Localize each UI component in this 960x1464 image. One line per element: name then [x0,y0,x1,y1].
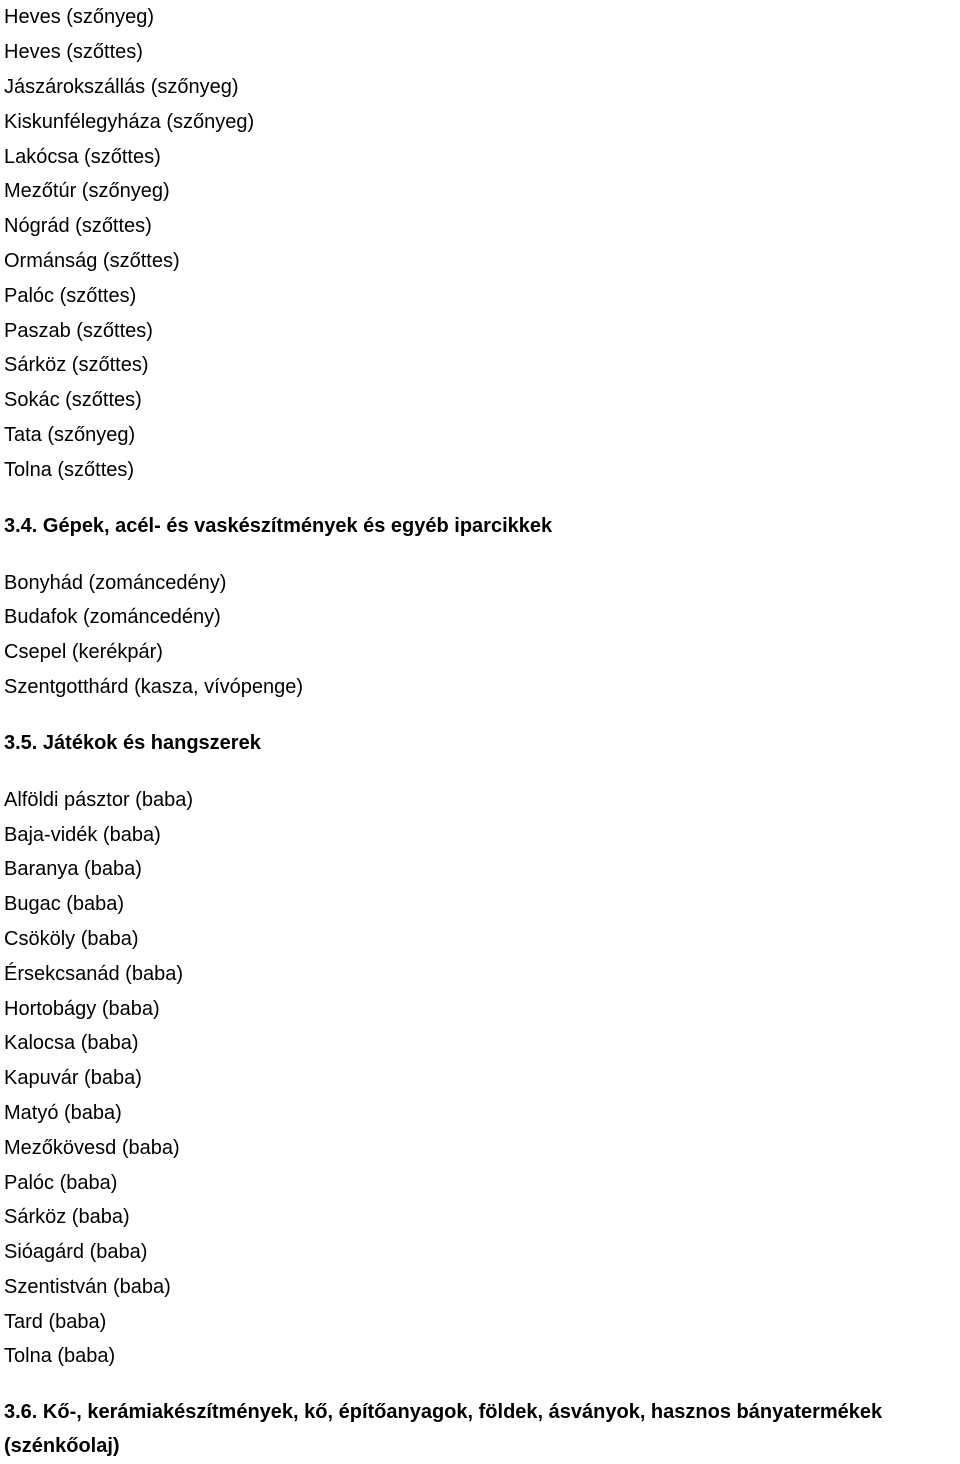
list-item: Hortobágy (baba) [4,997,160,1020]
list-item: Bugac (baba) [4,893,125,916]
list-item: Palóc (szőttes) [4,284,137,307]
list-item: Érsekcsanád (baba) [4,962,183,985]
list-item: Tolna (szőttes) [4,458,135,481]
list-item: Tata (szőnyeg) [4,423,136,446]
list-item: Palóc (baba) [4,1171,118,1194]
list-item: Szentistván (baba) [4,1275,171,1298]
list-item: Mezőkövesd (baba) [4,1136,180,1159]
list-item: Sióagárd (baba) [4,1241,148,1264]
list-item: Szentgotthárd (kasza, vívópenge) [4,675,304,698]
list-item: Matyó (baba) [4,1101,122,1124]
list-item: Lakócsa (szőttes) [4,145,161,168]
list-item: Kiskunfélegyháza (szőnyeg) [4,110,255,133]
section-heading-3-6: 3.6. Kő-, kerámiakészítmények, kő, építőanyagok, földek, ásványok, hasznos bányatermékek [4,1401,883,1424]
list-item: Alföldi pásztor (baba) [4,788,193,811]
list-item: Budafok (zománcedény) [4,606,221,629]
list-item: Nógrád (szőttes) [4,215,152,238]
list-item: Mezőtúr (szőnyeg) [4,180,170,203]
list-item: Baja-vidék (baba) [4,823,161,846]
list-item: Csepel (kerékpár) [4,641,163,664]
list-item: Paszab (szőttes) [4,319,153,342]
section-heading-3-4: 3.4. Gépek, acél- és vaskészítmények és egyéb iparcikkek [4,514,553,537]
section-heading-3-5: 3.5. Játékok és hangszerek [4,731,261,754]
list-item: Sárköz (szőttes) [4,354,149,377]
list-item: Tolna (baba) [4,1345,116,1368]
list-section-3-5 [4,782,960,1374]
document-body [4,0,960,1464]
list-item: Kapuvár (baba) [4,1067,142,1090]
list-item: Jászárokszállás (szőnyeg) [4,75,239,98]
list-section-3-4 [4,565,960,704]
list-item: Ormánság (szőttes) [4,249,180,272]
list-item: Baranya (baba) [4,858,142,881]
list-item: Tard (baba) [4,1310,107,1333]
list-item: Bonyhád (zománcedény) [4,571,227,594]
list-item: Heves (szőttes) [4,41,143,64]
list-item: Kalocsa (baba) [4,1032,139,1055]
list-top [4,0,960,487]
list-item: Csököly (baba) [4,927,139,950]
list-item: Sárköz (baba) [4,1206,130,1229]
list-item: Sokác (szőttes) [4,389,142,412]
list-item: Heves (szőnyeg) [4,6,155,29]
section-heading-3-6-continued: (szénkőolaj) [4,1435,120,1458]
